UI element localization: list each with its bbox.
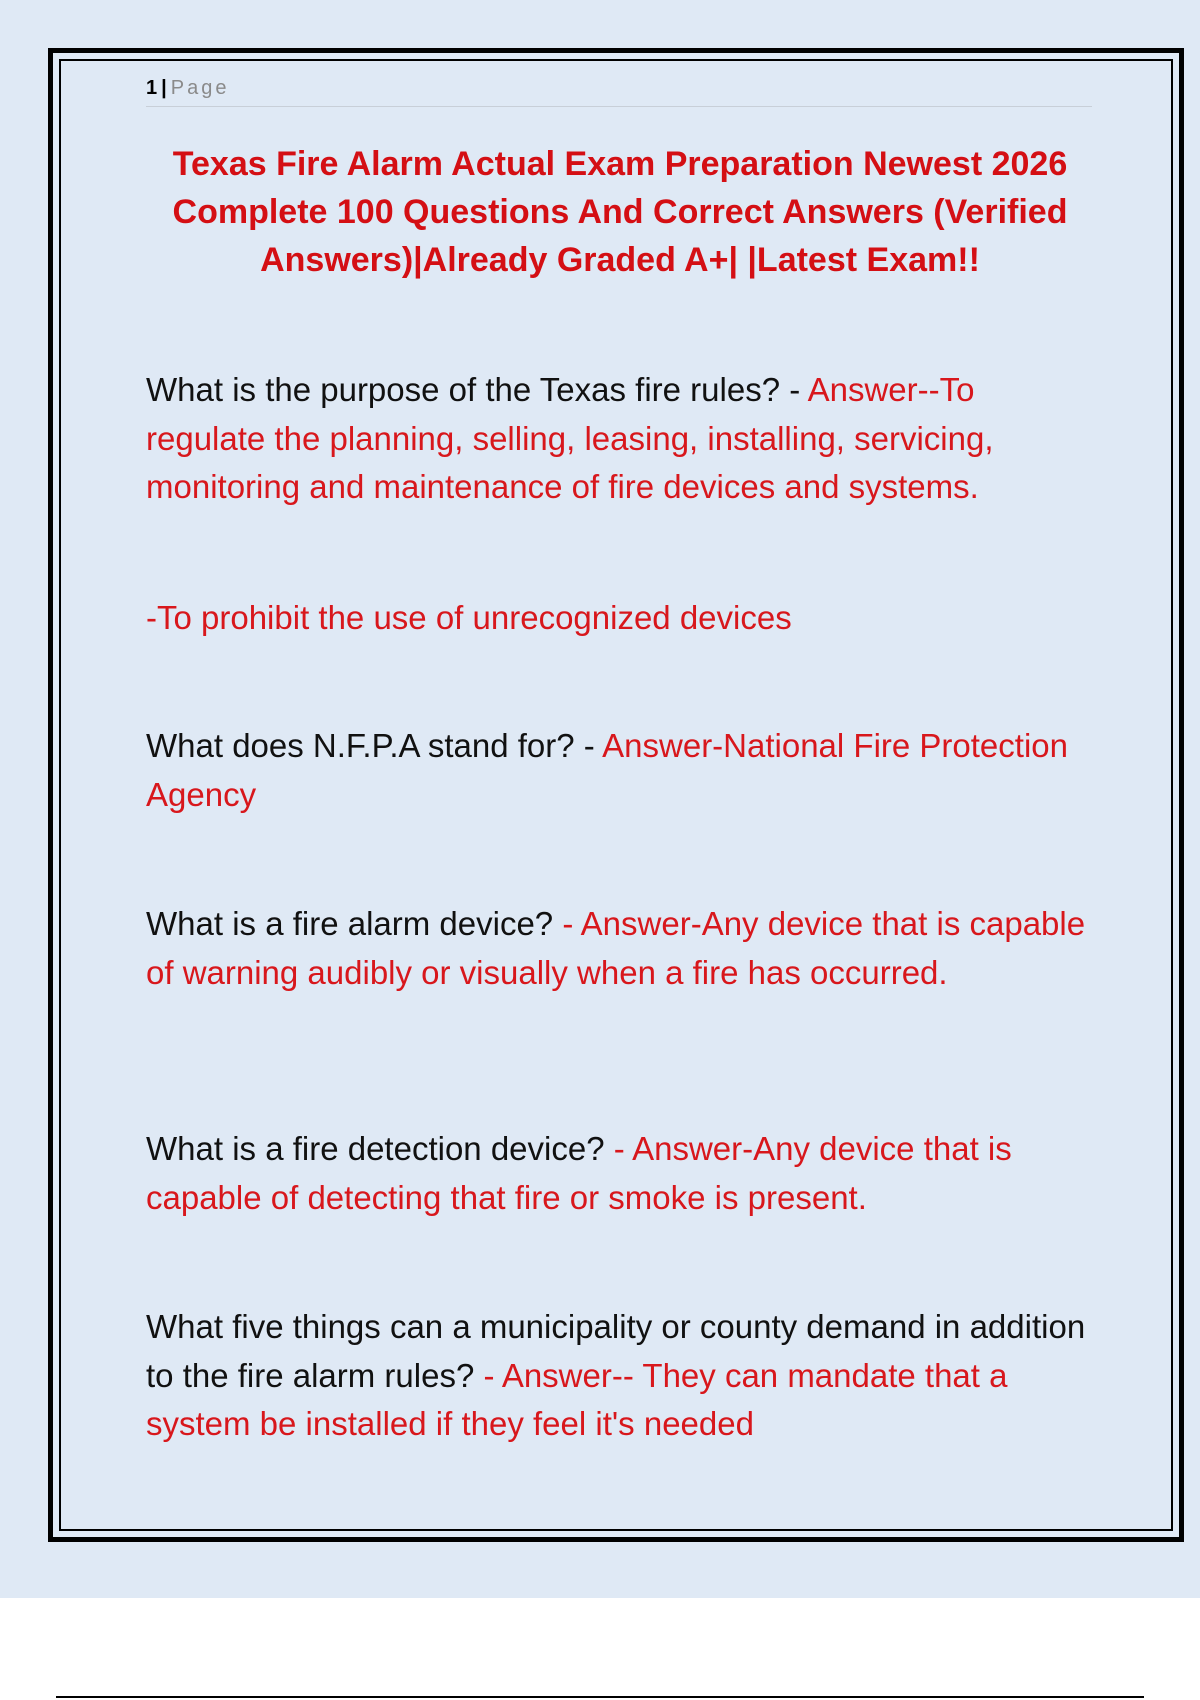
qa-item-4: [146, 900, 1090, 997]
page-label: Page: [170, 77, 230, 99]
answer-text: Answer-National Fire Protection Agency: [146, 727, 1068, 813]
page-number: 1: [146, 77, 158, 99]
question-text: What is the purpose of the Texas fire rules? -: [146, 371, 808, 408]
answer-text: -To prohibit the use of unrecognized devices: [146, 599, 792, 636]
answer-text: - Answer-Any device that is capable of warning audibly or visually when a fire has occurred.: [146, 905, 1086, 991]
qa-item-2: [146, 594, 1090, 643]
question-text: What does N.F.P.A stand for? -: [146, 727, 603, 764]
answer-text: - Answer-Any device that is capable of detecting that fire or smoke is present.: [146, 1130, 1012, 1216]
question-text: What is a fire detection device?: [146, 1130, 614, 1167]
answer-text: - Answer-- They can mandate that a system be installed if they feel it's needed: [146, 1356, 1008, 1442]
qa-item-3: [146, 722, 1090, 819]
footer-rule: [56, 1696, 1144, 1698]
question-text: What is a fire alarm device?: [146, 905, 563, 942]
qa-item-1: [146, 366, 1090, 512]
question-text: What five things can a municipality or county demand in addition to the fire alarm rules?: [146, 1308, 1086, 1394]
document-title: Texas Fire Alarm Actual Exam Preparation Newest 2026 Complete 100 Questions And Correct Answers (Verified Answers)|Already Graded A+| |Latest Exam!!: [172, 145, 1068, 279]
qa-item-5: [146, 1125, 1090, 1222]
qa-item-6: [146, 1303, 1090, 1449]
answer-text: Answer--To regulate the planning, selling, leasing, installing, servicing, monitoring and maintenance of fire devices and systems.: [146, 371, 994, 505]
page-separator: |: [161, 77, 167, 99]
page-header: [146, 74, 1092, 107]
